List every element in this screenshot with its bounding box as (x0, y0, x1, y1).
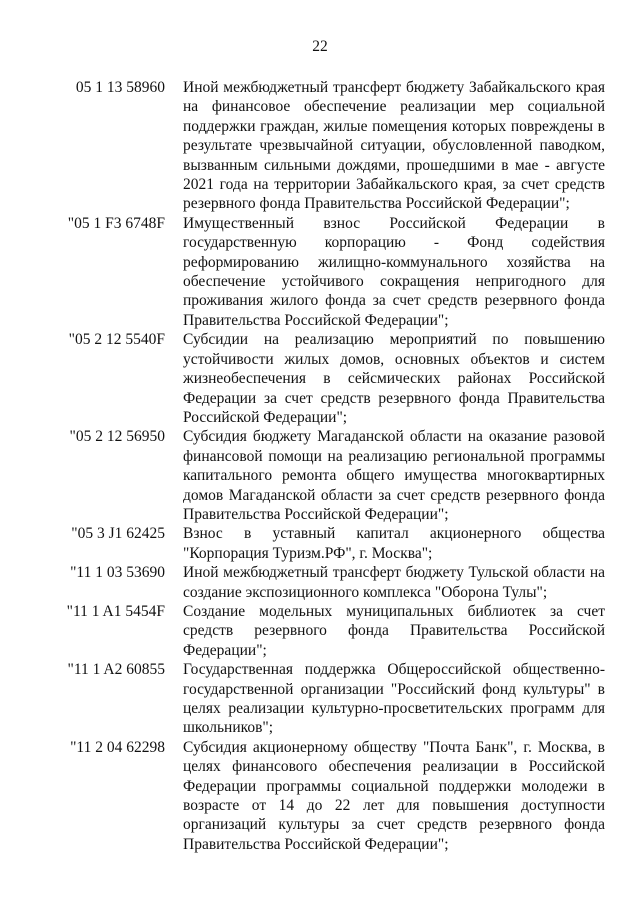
budget-description: Субсидия бюджету Магаданской области на оказание разовой финансовой помощи на реализацию региональной программы капитального ремонта общего имущества многоквартирных домов Магаданской области за счет средств резервного фонда Правительства Российской Федерации"; (183, 428, 605, 523)
list-item (0, 660, 640, 738)
list-item (0, 563, 640, 602)
budget-code: "11 1 A2 60855 (67, 661, 165, 679)
budget-code-list (0, 78, 640, 854)
list-item (0, 524, 640, 563)
budget-code: 05 1 13 58960 (75, 79, 165, 96)
budget-description: Субсидии на реализацию мероприятий по повышению устойчивости жилых домов, основных объектов и систем жизнеобеспечения в сейсмических районах Российской Федерации за счет средств резервного фонда Правительства Российской Федерации"; (183, 331, 605, 426)
budget-code: "11 1 03 53690 (70, 564, 165, 582)
list-item (0, 78, 640, 214)
page-number: 22 (312, 38, 328, 55)
budget-description: Иной межбюджетный трансферт бюджету Забайкальского края на финансовое обеспечение реализации мер социальной поддержки граждан, жилые помещения которых повреждены в результате чрезвычайной ситуации, обусловленной паводком, вызванным сильными дождями, прошедшими в мае - августе 2021 года на территории Забайкальского края, за счет средств резервного фонда Правительства Российской Федерации"; (183, 79, 605, 213)
budget-description: Государственная поддержка Общероссийской общественно-государственной организации "Российский фонд культуры" в целях реализации культурно-просветительских программ для школьников"; (183, 661, 605, 737)
budget-description: Создание модельных муниципальных библиотек за счет средств резервного фонда Правительства Российской Федерации"; (183, 602, 605, 659)
budget-code: "05 1 F3 6748F (67, 214, 165, 232)
budget-description: Имущественный взнос Российской Федерации в государственную корпорацию - Фонд содействия реформированию жилищно-коммунального хозяйства на обеспечение устойчивого сокращения непригодного для проживания жилого фонда за счет средств резервного фонда Правительства Российской Федерации"; (183, 214, 605, 329)
list-item (0, 330, 640, 427)
budget-description: Иной межбюджетный трансферт бюджету Тульской области на создание экспозиционного комплекса "Оборона Тулы"; (183, 564, 605, 601)
budget-code: "05 2 12 5540F (68, 331, 165, 349)
budget-description: Взнос в уставный капитал акционерного общества "Корпорация Туризм.РФ", г. Москва"; (183, 525, 605, 562)
budget-code: "11 1 A1 5454F (66, 602, 165, 620)
list-item (0, 738, 640, 854)
list-item (0, 427, 640, 524)
budget-code: "05 3 J1 62425 (71, 525, 165, 543)
budget-code: "11 2 04 62298 (70, 738, 165, 756)
budget-description: Субсидия акционерному обществу "Почта Банк", г. Москва, в целях финансового обеспечения реализации в Российской Федерации программы социальной поддержки молодежи в возрасте от 14 до 22 лет для повышения доступности организаций культуры за счет средств резервного фонда Правительства Российской Федерации"; (183, 738, 605, 853)
list-item (0, 214, 640, 330)
budget-code: "05 2 12 56950 (69, 428, 165, 446)
list-item (0, 602, 640, 660)
